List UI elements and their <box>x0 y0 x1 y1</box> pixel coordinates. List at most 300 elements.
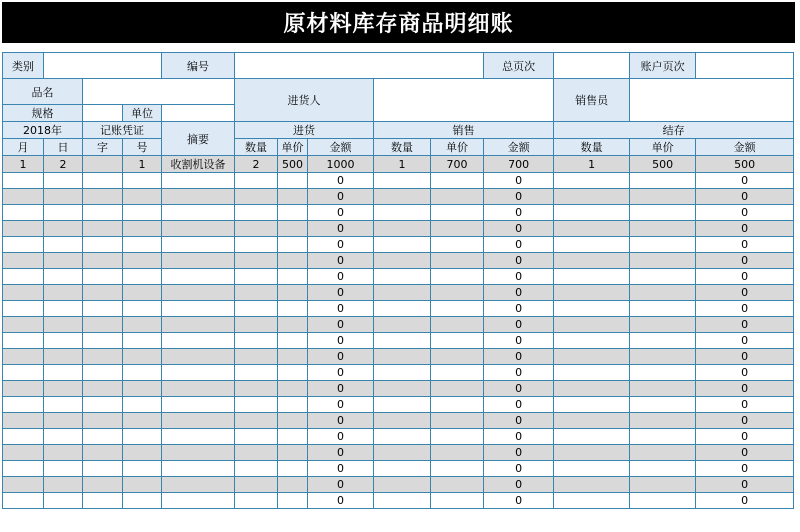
code-field[interactable] <box>235 53 484 79</box>
voucher-char-cell[interactable] <box>83 477 123 493</box>
month-cell[interactable] <box>3 461 44 477</box>
voucher-char-cell[interactable] <box>83 349 123 365</box>
voucher-char-cell[interactable] <box>83 269 123 285</box>
purchase-price-cell[interactable] <box>278 269 308 285</box>
sales-price-cell[interactable] <box>431 317 484 333</box>
account-pages-field[interactable] <box>696 53 794 79</box>
purchase-qty-cell[interactable] <box>235 285 278 301</box>
purchase-price-cell[interactable] <box>278 413 308 429</box>
day-cell[interactable] <box>44 317 83 333</box>
day-cell[interactable] <box>44 381 83 397</box>
balance-price-cell[interactable] <box>630 365 696 381</box>
voucher-no-cell[interactable] <box>123 189 162 205</box>
purchase-amount-cell[interactable]: 0 <box>308 333 374 349</box>
balance-qty-cell[interactable] <box>554 397 630 413</box>
sales-amount-cell[interactable]: 0 <box>484 429 554 445</box>
balance-price-cell[interactable] <box>630 269 696 285</box>
summary-cell[interactable] <box>162 285 235 301</box>
sales-qty-cell[interactable] <box>374 205 431 221</box>
sales-price-cell[interactable] <box>431 349 484 365</box>
voucher-no-cell[interactable] <box>123 333 162 349</box>
sales-amount-cell[interactable]: 0 <box>484 477 554 493</box>
purchase-qty-cell[interactable] <box>235 381 278 397</box>
balance-qty-cell[interactable] <box>554 333 630 349</box>
balance-qty-cell[interactable] <box>554 365 630 381</box>
voucher-no-cell[interactable] <box>123 413 162 429</box>
purchase-price-cell[interactable] <box>278 365 308 381</box>
sales-price-cell[interactable] <box>431 477 484 493</box>
day-cell[interactable] <box>44 413 83 429</box>
month-cell[interactable] <box>3 189 44 205</box>
balance-price-cell[interactable] <box>630 189 696 205</box>
purchase-amount-cell[interactable]: 0 <box>308 221 374 237</box>
sales-qty-cell[interactable] <box>374 365 431 381</box>
balance-amount-cell[interactable]: 0 <box>696 285 794 301</box>
summary-cell[interactable] <box>162 253 235 269</box>
purchase-price-cell[interactable] <box>278 253 308 269</box>
balance-amount-cell[interactable]: 0 <box>696 445 794 461</box>
voucher-char-cell[interactable] <box>83 413 123 429</box>
voucher-no-cell[interactable] <box>123 237 162 253</box>
balance-price-cell[interactable] <box>630 221 696 237</box>
balance-price-cell[interactable] <box>630 493 696 509</box>
sales-qty-cell[interactable] <box>374 285 431 301</box>
purchase-price-cell[interactable]: 500 <box>278 156 308 173</box>
voucher-no-cell[interactable] <box>123 269 162 285</box>
balance-qty-cell[interactable] <box>554 189 630 205</box>
voucher-no-cell[interactable] <box>123 493 162 509</box>
sales-amount-cell[interactable]: 0 <box>484 445 554 461</box>
month-cell[interactable] <box>3 221 44 237</box>
purchase-price-cell[interactable] <box>278 333 308 349</box>
balance-qty-cell[interactable] <box>554 205 630 221</box>
purchase-amount-cell[interactable]: 0 <box>308 429 374 445</box>
summary-cell[interactable] <box>162 189 235 205</box>
sales-qty-cell[interactable] <box>374 413 431 429</box>
balance-price-cell[interactable] <box>630 205 696 221</box>
balance-qty-cell[interactable] <box>554 317 630 333</box>
purchase-qty-cell[interactable] <box>235 493 278 509</box>
month-cell[interactable] <box>3 301 44 317</box>
sales-price-cell[interactable] <box>431 237 484 253</box>
voucher-char-cell[interactable] <box>83 173 123 189</box>
balance-amount-cell[interactable]: 0 <box>696 397 794 413</box>
purchase-qty-cell[interactable] <box>235 269 278 285</box>
voucher-char-cell[interactable] <box>83 493 123 509</box>
summary-cell[interactable] <box>162 461 235 477</box>
day-cell[interactable]: 2 <box>44 156 83 173</box>
sales-amount-cell[interactable]: 0 <box>484 173 554 189</box>
sales-amount-cell[interactable]: 0 <box>484 221 554 237</box>
sales-price-cell[interactable] <box>431 333 484 349</box>
purchase-price-cell[interactable] <box>278 381 308 397</box>
purchase-amount-cell[interactable]: 0 <box>308 349 374 365</box>
month-cell[interactable] <box>3 237 44 253</box>
voucher-no-cell[interactable]: 1 <box>123 156 162 173</box>
purchase-price-cell[interactable] <box>278 285 308 301</box>
total-pages-field[interactable] <box>554 53 630 79</box>
voucher-char-cell[interactable] <box>83 189 123 205</box>
day-cell[interactable] <box>44 237 83 253</box>
sales-qty-cell[interactable] <box>374 429 431 445</box>
purchase-amount-cell[interactable]: 0 <box>308 237 374 253</box>
balance-qty-cell[interactable] <box>554 285 630 301</box>
voucher-char-cell[interactable] <box>83 156 123 173</box>
sales-qty-cell[interactable] <box>374 269 431 285</box>
purchase-amount-cell[interactable]: 0 <box>308 189 374 205</box>
voucher-char-cell[interactable] <box>83 285 123 301</box>
purchase-qty-cell[interactable] <box>235 477 278 493</box>
month-cell[interactable] <box>3 445 44 461</box>
purchase-qty-cell[interactable] <box>235 189 278 205</box>
sales-price-cell[interactable] <box>431 301 484 317</box>
balance-qty-cell[interactable]: 1 <box>554 156 630 173</box>
sales-price-cell[interactable] <box>431 461 484 477</box>
sales-amount-cell[interactable]: 0 <box>484 349 554 365</box>
voucher-char-cell[interactable] <box>83 237 123 253</box>
month-cell[interactable] <box>3 205 44 221</box>
purchase-qty-cell[interactable] <box>235 173 278 189</box>
balance-price-cell[interactable] <box>630 173 696 189</box>
balance-price-cell[interactable] <box>630 301 696 317</box>
sales-amount-cell[interactable]: 0 <box>484 397 554 413</box>
sales-amount-cell[interactable]: 0 <box>484 269 554 285</box>
sales-qty-cell[interactable] <box>374 381 431 397</box>
sales-price-cell[interactable] <box>431 189 484 205</box>
voucher-no-cell[interactable] <box>123 301 162 317</box>
balance-amount-cell[interactable]: 0 <box>696 429 794 445</box>
sales-qty-cell[interactable] <box>374 301 431 317</box>
purchase-price-cell[interactable] <box>278 477 308 493</box>
purchase-amount-cell[interactable]: 0 <box>308 301 374 317</box>
day-cell[interactable] <box>44 301 83 317</box>
sales-qty-cell[interactable]: 1 <box>374 156 431 173</box>
purchase-qty-cell[interactable] <box>235 253 278 269</box>
summary-cell[interactable] <box>162 429 235 445</box>
purchase-price-cell[interactable] <box>278 317 308 333</box>
purchase-price-cell[interactable] <box>278 205 308 221</box>
purchase-price-cell[interactable] <box>278 237 308 253</box>
purchase-qty-cell[interactable] <box>235 413 278 429</box>
sales-price-cell[interactable] <box>431 365 484 381</box>
balance-qty-cell[interactable] <box>554 253 630 269</box>
summary-cell[interactable] <box>162 493 235 509</box>
sales-qty-cell[interactable] <box>374 397 431 413</box>
sales-price-cell[interactable]: 700 <box>431 156 484 173</box>
voucher-char-cell[interactable] <box>83 221 123 237</box>
balance-amount-cell[interactable]: 0 <box>696 349 794 365</box>
sales-price-cell[interactable] <box>431 445 484 461</box>
sales-price-cell[interactable] <box>431 381 484 397</box>
balance-amount-cell[interactable]: 0 <box>696 413 794 429</box>
purchase-qty-cell[interactable] <box>235 205 278 221</box>
sales-qty-cell[interactable] <box>374 445 431 461</box>
purchase-amount-cell[interactable]: 0 <box>308 317 374 333</box>
sales-qty-cell[interactable] <box>374 221 431 237</box>
voucher-char-cell[interactable] <box>83 381 123 397</box>
sales-amount-cell[interactable]: 0 <box>484 333 554 349</box>
balance-amount-cell[interactable]: 0 <box>696 381 794 397</box>
voucher-no-cell[interactable] <box>123 317 162 333</box>
month-cell[interactable] <box>3 253 44 269</box>
sales-qty-cell[interactable] <box>374 349 431 365</box>
balance-amount-cell[interactable]: 0 <box>696 461 794 477</box>
voucher-no-cell[interactable] <box>123 365 162 381</box>
purchase-qty-cell[interactable] <box>235 365 278 381</box>
sales-amount-cell[interactable]: 0 <box>484 493 554 509</box>
sales-price-cell[interactable] <box>431 397 484 413</box>
summary-cell[interactable]: 收割机设备 <box>162 156 235 173</box>
balance-qty-cell[interactable] <box>554 493 630 509</box>
purchase-qty-cell[interactable]: 2 <box>235 156 278 173</box>
sales-price-cell[interactable] <box>431 221 484 237</box>
purchase-qty-cell[interactable] <box>235 445 278 461</box>
voucher-no-cell[interactable] <box>123 381 162 397</box>
voucher-char-cell[interactable] <box>83 253 123 269</box>
balance-amount-cell[interactable]: 0 <box>696 301 794 317</box>
day-cell[interactable] <box>44 445 83 461</box>
sales-amount-cell[interactable]: 0 <box>484 381 554 397</box>
balance-qty-cell[interactable] <box>554 221 630 237</box>
summary-cell[interactable] <box>162 301 235 317</box>
summary-cell[interactable] <box>162 173 235 189</box>
summary-cell[interactable] <box>162 317 235 333</box>
month-cell[interactable] <box>3 381 44 397</box>
purchase-qty-cell[interactable] <box>235 301 278 317</box>
day-cell[interactable] <box>44 333 83 349</box>
day-cell[interactable] <box>44 477 83 493</box>
sales-price-cell[interactable] <box>431 285 484 301</box>
purchase-price-cell[interactable] <box>278 461 308 477</box>
balance-price-cell[interactable] <box>630 461 696 477</box>
balance-qty-cell[interactable] <box>554 461 630 477</box>
summary-cell[interactable] <box>162 365 235 381</box>
day-cell[interactable] <box>44 173 83 189</box>
voucher-char-cell[interactable] <box>83 429 123 445</box>
balance-qty-cell[interactable] <box>554 445 630 461</box>
sales-amount-cell[interactable]: 0 <box>484 253 554 269</box>
balance-amount-cell[interactable]: 500 <box>696 156 794 173</box>
purchase-qty-cell[interactable] <box>235 349 278 365</box>
sales-amount-cell[interactable]: 0 <box>484 365 554 381</box>
balance-amount-cell[interactable]: 0 <box>696 237 794 253</box>
purchase-amount-cell[interactable]: 0 <box>308 253 374 269</box>
sales-amount-cell[interactable]: 0 <box>484 189 554 205</box>
purchase-price-cell[interactable] <box>278 493 308 509</box>
sales-price-cell[interactable] <box>431 493 484 509</box>
month-cell[interactable] <box>3 285 44 301</box>
balance-price-cell[interactable] <box>630 285 696 301</box>
month-cell[interactable] <box>3 429 44 445</box>
balance-amount-cell[interactable]: 0 <box>696 477 794 493</box>
purchase-price-cell[interactable] <box>278 349 308 365</box>
voucher-no-cell[interactable] <box>123 221 162 237</box>
voucher-no-cell[interactable] <box>123 477 162 493</box>
purchase-price-cell[interactable] <box>278 397 308 413</box>
month-cell[interactable]: 1 <box>3 156 44 173</box>
balance-price-cell[interactable] <box>630 253 696 269</box>
voucher-no-cell[interactable] <box>123 285 162 301</box>
supplier-field[interactable] <box>374 79 554 122</box>
purchase-amount-cell[interactable]: 0 <box>308 173 374 189</box>
summary-cell[interactable] <box>162 413 235 429</box>
balance-qty-cell[interactable] <box>554 237 630 253</box>
balance-amount-cell[interactable]: 0 <box>696 205 794 221</box>
summary-cell[interactable] <box>162 269 235 285</box>
voucher-char-cell[interactable] <box>83 397 123 413</box>
day-cell[interactable] <box>44 461 83 477</box>
sales-qty-cell[interactable] <box>374 333 431 349</box>
purchase-amount-cell[interactable]: 0 <box>308 493 374 509</box>
purchase-qty-cell[interactable] <box>235 221 278 237</box>
purchase-amount-cell[interactable]: 0 <box>308 365 374 381</box>
day-cell[interactable] <box>44 189 83 205</box>
purchase-price-cell[interactable] <box>278 445 308 461</box>
salesperson-field[interactable] <box>630 79 794 122</box>
purchase-amount-cell[interactable]: 1000 <box>308 156 374 173</box>
purchase-price-cell[interactable] <box>278 301 308 317</box>
month-cell[interactable] <box>3 477 44 493</box>
summary-cell[interactable] <box>162 333 235 349</box>
day-cell[interactable] <box>44 253 83 269</box>
purchase-qty-cell[interactable] <box>235 333 278 349</box>
sales-qty-cell[interactable] <box>374 477 431 493</box>
summary-cell[interactable] <box>162 205 235 221</box>
balance-qty-cell[interactable] <box>554 477 630 493</box>
purchase-amount-cell[interactable]: 0 <box>308 461 374 477</box>
balance-price-cell[interactable] <box>630 477 696 493</box>
balance-price-cell[interactable] <box>630 413 696 429</box>
sales-qty-cell[interactable] <box>374 189 431 205</box>
voucher-no-cell[interactable] <box>123 445 162 461</box>
month-cell[interactable] <box>3 397 44 413</box>
balance-qty-cell[interactable] <box>554 269 630 285</box>
purchase-qty-cell[interactable] <box>235 317 278 333</box>
balance-amount-cell[interactable]: 0 <box>696 365 794 381</box>
purchase-amount-cell[interactable]: 0 <box>308 477 374 493</box>
voucher-char-cell[interactable] <box>83 461 123 477</box>
balance-price-cell[interactable] <box>630 237 696 253</box>
sales-qty-cell[interactable] <box>374 317 431 333</box>
sales-qty-cell[interactable] <box>374 253 431 269</box>
voucher-no-cell[interactable] <box>123 205 162 221</box>
purchase-amount-cell[interactable]: 0 <box>308 269 374 285</box>
month-cell[interactable] <box>3 269 44 285</box>
day-cell[interactable] <box>44 365 83 381</box>
balance-qty-cell[interactable] <box>554 413 630 429</box>
purchase-qty-cell[interactable] <box>235 397 278 413</box>
balance-price-cell[interactable] <box>630 333 696 349</box>
day-cell[interactable] <box>44 493 83 509</box>
voucher-char-cell[interactable] <box>83 445 123 461</box>
sales-amount-cell[interactable]: 0 <box>484 205 554 221</box>
purchase-price-cell[interactable] <box>278 189 308 205</box>
spec-field[interactable] <box>83 105 123 122</box>
sales-amount-cell[interactable]: 700 <box>484 156 554 173</box>
voucher-char-cell[interactable] <box>83 205 123 221</box>
balance-price-cell[interactable] <box>630 429 696 445</box>
balance-qty-cell[interactable] <box>554 173 630 189</box>
balance-price-cell[interactable] <box>630 349 696 365</box>
month-cell[interactable] <box>3 173 44 189</box>
balance-amount-cell[interactable]: 0 <box>696 269 794 285</box>
unit-field[interactable] <box>162 105 235 122</box>
summary-cell[interactable] <box>162 221 235 237</box>
month-cell[interactable] <box>3 493 44 509</box>
day-cell[interactable] <box>44 349 83 365</box>
balance-amount-cell[interactable]: 0 <box>696 173 794 189</box>
product-name-field[interactable] <box>83 79 235 105</box>
balance-amount-cell[interactable]: 0 <box>696 317 794 333</box>
balance-qty-cell[interactable] <box>554 301 630 317</box>
day-cell[interactable] <box>44 269 83 285</box>
balance-qty-cell[interactable] <box>554 429 630 445</box>
voucher-char-cell[interactable] <box>83 317 123 333</box>
summary-cell[interactable] <box>162 349 235 365</box>
day-cell[interactable] <box>44 205 83 221</box>
voucher-char-cell[interactable] <box>83 333 123 349</box>
voucher-no-cell[interactable] <box>123 173 162 189</box>
balance-amount-cell[interactable]: 0 <box>696 333 794 349</box>
balance-amount-cell[interactable]: 0 <box>696 493 794 509</box>
balance-price-cell[interactable]: 500 <box>630 156 696 173</box>
purchase-qty-cell[interactable] <box>235 237 278 253</box>
purchase-amount-cell[interactable]: 0 <box>308 205 374 221</box>
balance-amount-cell[interactable]: 0 <box>696 253 794 269</box>
balance-price-cell[interactable] <box>630 397 696 413</box>
voucher-no-cell[interactable] <box>123 429 162 445</box>
sales-price-cell[interactable] <box>431 173 484 189</box>
sales-qty-cell[interactable] <box>374 461 431 477</box>
balance-price-cell[interactable] <box>630 317 696 333</box>
sales-qty-cell[interactable] <box>374 237 431 253</box>
month-cell[interactable] <box>3 365 44 381</box>
purchase-amount-cell[interactable]: 0 <box>308 285 374 301</box>
summary-cell[interactable] <box>162 381 235 397</box>
voucher-no-cell[interactable] <box>123 349 162 365</box>
sales-amount-cell[interactable]: 0 <box>484 237 554 253</box>
sales-price-cell[interactable] <box>431 205 484 221</box>
summary-cell[interactable] <box>162 445 235 461</box>
summary-cell[interactable] <box>162 237 235 253</box>
purchase-qty-cell[interactable] <box>235 429 278 445</box>
balance-qty-cell[interactable] <box>554 381 630 397</box>
category-field[interactable] <box>44 53 162 79</box>
sales-price-cell[interactable] <box>431 413 484 429</box>
voucher-char-cell[interactable] <box>83 365 123 381</box>
purchase-price-cell[interactable] <box>278 221 308 237</box>
voucher-no-cell[interactable] <box>123 461 162 477</box>
sales-amount-cell[interactable]: 0 <box>484 285 554 301</box>
month-cell[interactable] <box>3 317 44 333</box>
sales-price-cell[interactable] <box>431 269 484 285</box>
purchase-price-cell[interactable] <box>278 429 308 445</box>
sales-price-cell[interactable] <box>431 429 484 445</box>
balance-amount-cell[interactable]: 0 <box>696 221 794 237</box>
purchase-amount-cell[interactable]: 0 <box>308 381 374 397</box>
sales-qty-cell[interactable] <box>374 493 431 509</box>
month-cell[interactable] <box>3 333 44 349</box>
purchase-price-cell[interactable] <box>278 173 308 189</box>
sales-amount-cell[interactable]: 0 <box>484 317 554 333</box>
purchase-amount-cell[interactable]: 0 <box>308 445 374 461</box>
purchase-amount-cell[interactable]: 0 <box>308 397 374 413</box>
purchase-qty-cell[interactable] <box>235 461 278 477</box>
summary-cell[interactable] <box>162 477 235 493</box>
sales-price-cell[interactable] <box>431 253 484 269</box>
balance-price-cell[interactable] <box>630 381 696 397</box>
day-cell[interactable] <box>44 285 83 301</box>
